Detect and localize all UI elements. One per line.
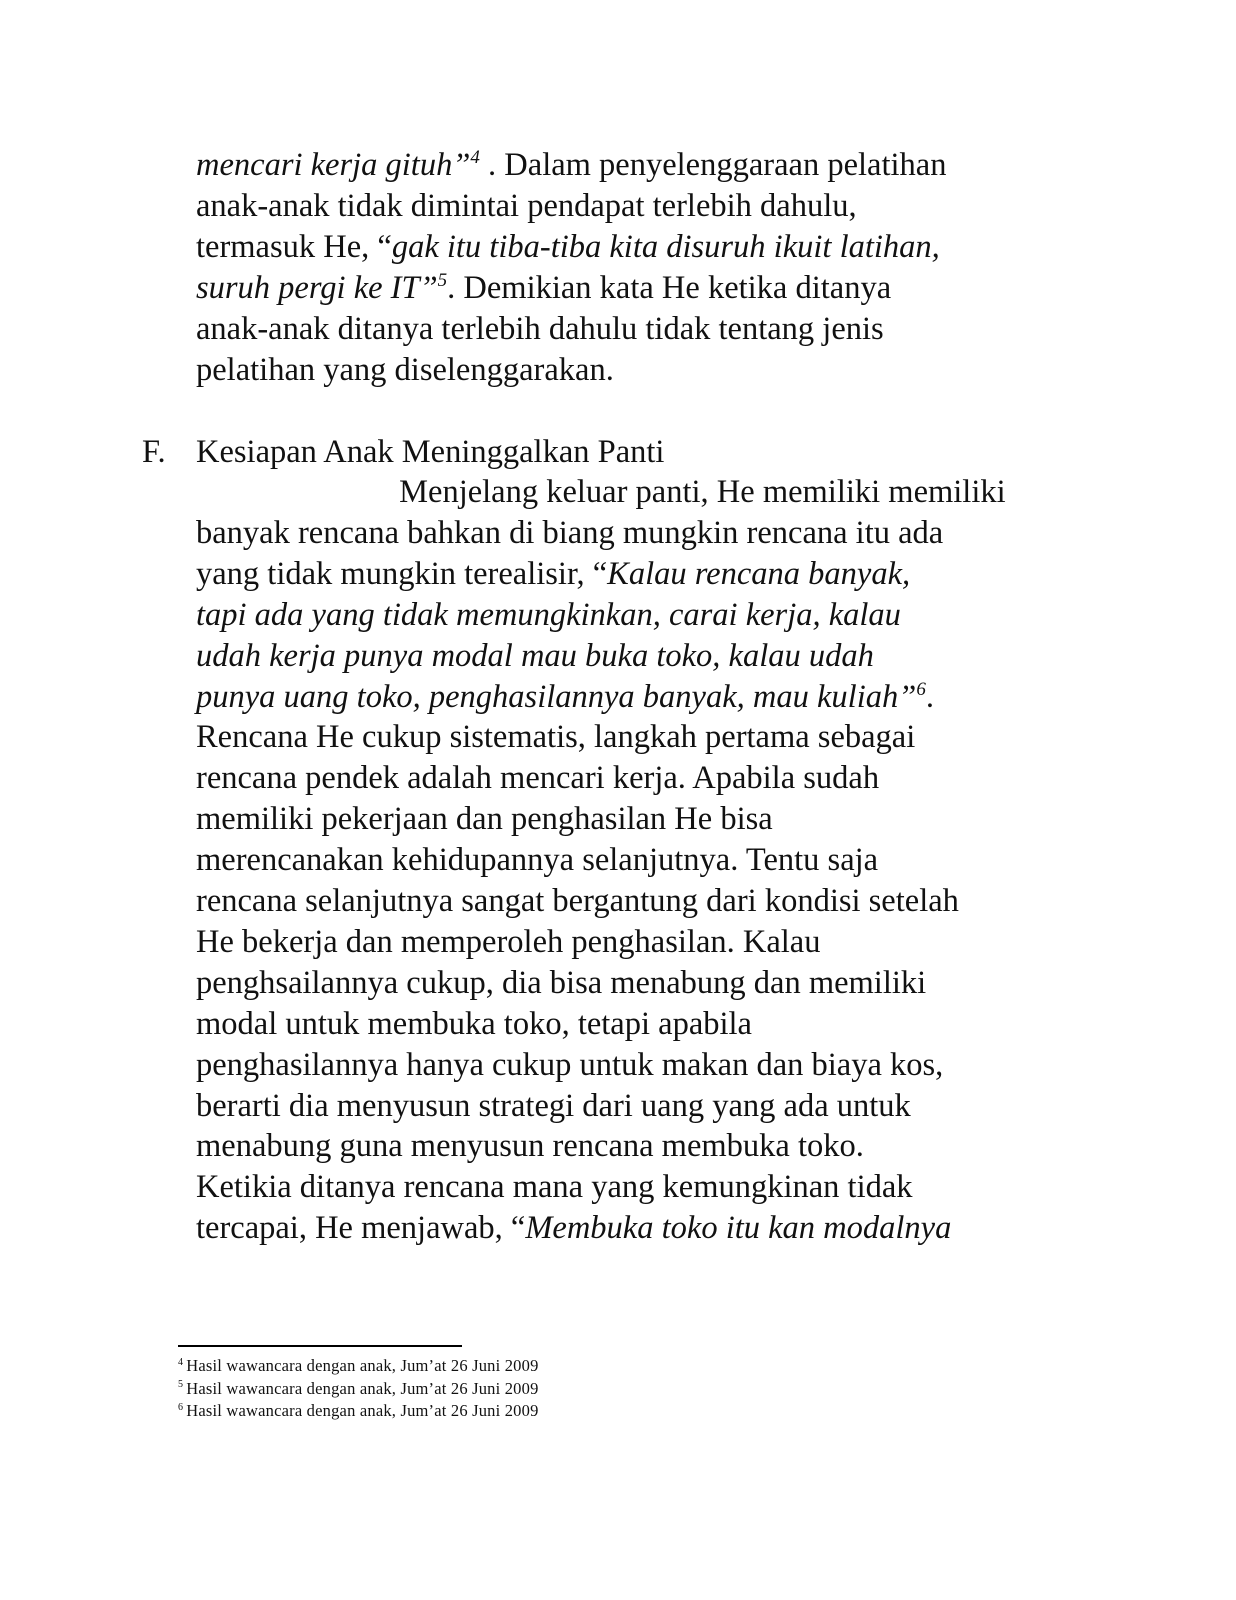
- text-segment: Menjelang keluar panti, He memiliki memiliki: [196, 474, 1006, 510]
- text-segment: modal untuk membuka toko, tetapi apabila: [196, 1005, 752, 1042]
- text-line: [196, 186, 857, 226]
- text-segment: Rencana He cukup sistematis, langkah pertama sebagai: [196, 719, 916, 756]
- text-line: [196, 881, 959, 921]
- text-line: [196, 677, 934, 717]
- footnote-number: 4: [178, 1356, 184, 1368]
- text-segment: rencana pendek adalah mencari kerja. Apabila sudah: [196, 760, 880, 797]
- footnote-divider: [178, 1345, 462, 1347]
- text-line: [196, 717, 915, 757]
- text-line: [196, 1126, 864, 1166]
- footnote-ref: 4: [470, 147, 480, 169]
- text-segment: . Dalam penyelenggaraan pelatihan: [479, 147, 947, 183]
- text-line: [196, 227, 940, 267]
- text-line: [196, 145, 946, 185]
- text-segment: penghsailannya cukup, dia bisa menabung dan memiliki: [196, 964, 927, 1001]
- text-line: [196, 963, 926, 1003]
- footnote: [178, 1356, 539, 1376]
- quote-text: suruh pergi ke IT”: [196, 269, 438, 306]
- text-segment: termasuk He, “: [196, 228, 392, 265]
- footnote-number: 5: [178, 1379, 184, 1390]
- text-line: [196, 1167, 913, 1207]
- text-segment: Ketikia ditanya rencana mana yang kemungkinan tidak: [196, 1169, 913, 1206]
- footnote-number: 6: [178, 1401, 184, 1413]
- text-segment: rencana selanjutnya sangat bergantung dari kondisi setelah: [196, 883, 959, 919]
- text-line: [196, 1208, 951, 1248]
- footnote-text: Hasil wawancara dengan anak, Jum’at 26 Juni 2009: [186, 1378, 539, 1398]
- text-line: [196, 840, 878, 880]
- quote-text: punya uang toko, penghasilannya banyak, mau kuliah”: [196, 678, 917, 715]
- text-segment: berarti dia menyusun strategi dari uang yang ada untuk: [196, 1087, 911, 1124]
- text-segment: anak-anak tidak dimintai pendapat terlebih dahulu,: [196, 187, 857, 224]
- text-segment: tercapai, He menjawab, “: [196, 1210, 526, 1247]
- text-line: [196, 922, 820, 962]
- text-segment: menabung guna menyusun rencana membuka toko.: [196, 1128, 864, 1165]
- text-line: [196, 1045, 943, 1085]
- text-line: [196, 758, 879, 798]
- text-segment: penghasilannya hanya cukup untuk makan dan biaya kos,: [196, 1046, 944, 1083]
- text-segment: He bekerja dan memperoleh penghasilan. Kalau: [196, 923, 821, 960]
- text-line: [196, 1086, 911, 1126]
- footnote-ref: 6: [916, 678, 926, 700]
- quote-text: Membuka toko itu kan modalnya: [525, 1210, 952, 1247]
- text-segment: pelatihan yang diselenggarakan.: [196, 351, 614, 388]
- footnote-ref: 5: [437, 269, 448, 291]
- text-line: [196, 268, 891, 308]
- quote-text: tapi ada yang tidak memungkinkan, carai kerja, kalau: [196, 596, 901, 633]
- quote-text: udah kerja punya modal mau buka toko, kalau udah: [196, 637, 874, 674]
- text-segment: yang tidak mungkin terealisir, “: [196, 555, 608, 592]
- section-letter: F.: [142, 434, 166, 470]
- section-title: Kesiapan Anak Meninggalkan Panti: [196, 434, 665, 470]
- text-segment: .: [925, 678, 934, 715]
- text-line: [196, 472, 1006, 512]
- text-line: [196, 636, 874, 676]
- text-line: [196, 799, 773, 839]
- quote-text: gak itu tiba-tiba kita disuruh ikuit latihan,: [391, 228, 940, 265]
- text-segment: memiliki pekerjaan dan penghasilan He bisa: [196, 801, 773, 838]
- footnote: [178, 1401, 539, 1421]
- text-segment: anak-anak ditanya terlebih dahulu tidak tentang jenis: [196, 310, 884, 347]
- text-segment: banyak rencana bahkan di biang mungkin rencana itu ada: [196, 514, 944, 551]
- quote-text: Kalau rencana banyak,: [607, 555, 911, 592]
- text-line: [196, 513, 943, 553]
- text-segment: . Demikian kata He ketika ditanya: [447, 269, 892, 306]
- footnote: [178, 1379, 539, 1399]
- footnote-text: Hasil wawancara dengan anak, Jum’at 26 Juni 2009: [186, 1356, 539, 1375]
- text-line: [196, 1004, 752, 1044]
- text-segment: merencanakan kehidupannya selanjutnya. Tentu saja: [196, 842, 879, 879]
- text-line: [196, 595, 901, 635]
- quote-text: mencari kerja gituh”: [196, 147, 471, 183]
- text-line: [196, 554, 910, 594]
- text-line: [196, 309, 884, 349]
- text-line: [196, 350, 614, 390]
- footnote-text: Hasil wawancara dengan anak, Jum’at 26 Juni 2009: [186, 1401, 539, 1420]
